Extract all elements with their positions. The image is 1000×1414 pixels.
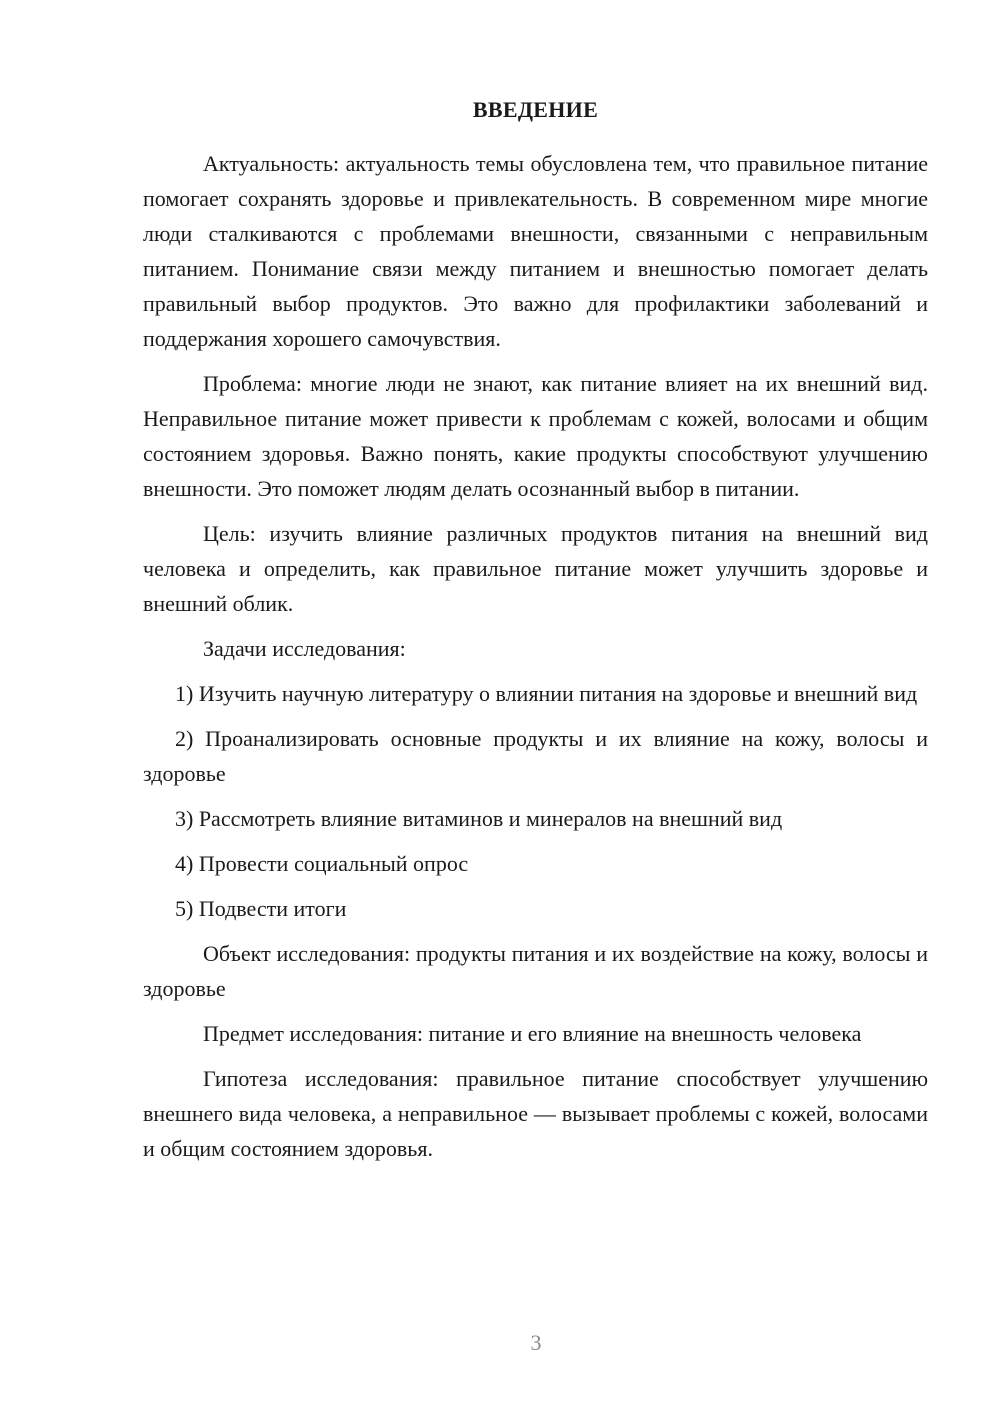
task-item-1: 1) Изучить научную литературу о влиянии питания на здоровье и внешний вид xyxy=(175,681,918,706)
paragraph-object: Объект исследования: продукты питания и их воздействие на кожу, волосы и здоровье xyxy=(143,941,928,1001)
task-item-2: 2) Проанализировать основные продукты и их влияние на кожу, волосы и здоровье xyxy=(143,726,928,786)
paragraph-relevance: Актуальность: актуальность темы обусловлена тем, что правильное питание помогает сохранять здоровье и привлекательность. В современном мире многие люди сталкиваются с проблемами внешности, связанными с неправильным питанием. Понимание связи между питанием и внешностью помогает делать правильный выбор продуктов. Это важно для профилактики заболеваний и поддержания хорошего самочувствия. xyxy=(143,151,928,351)
page-number: 3 xyxy=(530,1330,542,1355)
task-item-3: 3) Рассмотреть влияние витаминов и минералов на внешний вид xyxy=(175,806,783,831)
document-page xyxy=(143,92,928,1176)
paragraph-goal: Цель: изучить влияние различных продуктов питания на внешний вид человека и определить, как правильное питание может улучшить здоровье и внешний облик. xyxy=(143,521,928,616)
task-item-4: 4) Провести социальный опрос xyxy=(175,851,469,876)
paragraph-problem: Проблема: многие люди не знают, как питание влияет на их внешний вид. Неправильное питание может привести к проблемам с кожей, волосами и общим состоянием здоровья. Важно понять, какие продукты способствуют улучшению внешности. Это поможет людям делать осознанный выбор в питании. xyxy=(143,371,928,501)
paragraph-tasks-heading: Задачи исследования: xyxy=(203,636,406,661)
section-title: ВВЕДЕНИЕ xyxy=(472,97,599,122)
paragraph-subject: Предмет исследования: питание и его влияние на внешность человека xyxy=(203,1021,862,1046)
paragraph-hypothesis: Гипотеза исследования: правильное питание способствует улучшению внешнего вида человека, а неправильное — вызывает проблемы с кожей, волосами и общим состоянием здоровья. xyxy=(143,1066,928,1161)
task-item-5: 5) Подвести итоги xyxy=(175,896,347,921)
